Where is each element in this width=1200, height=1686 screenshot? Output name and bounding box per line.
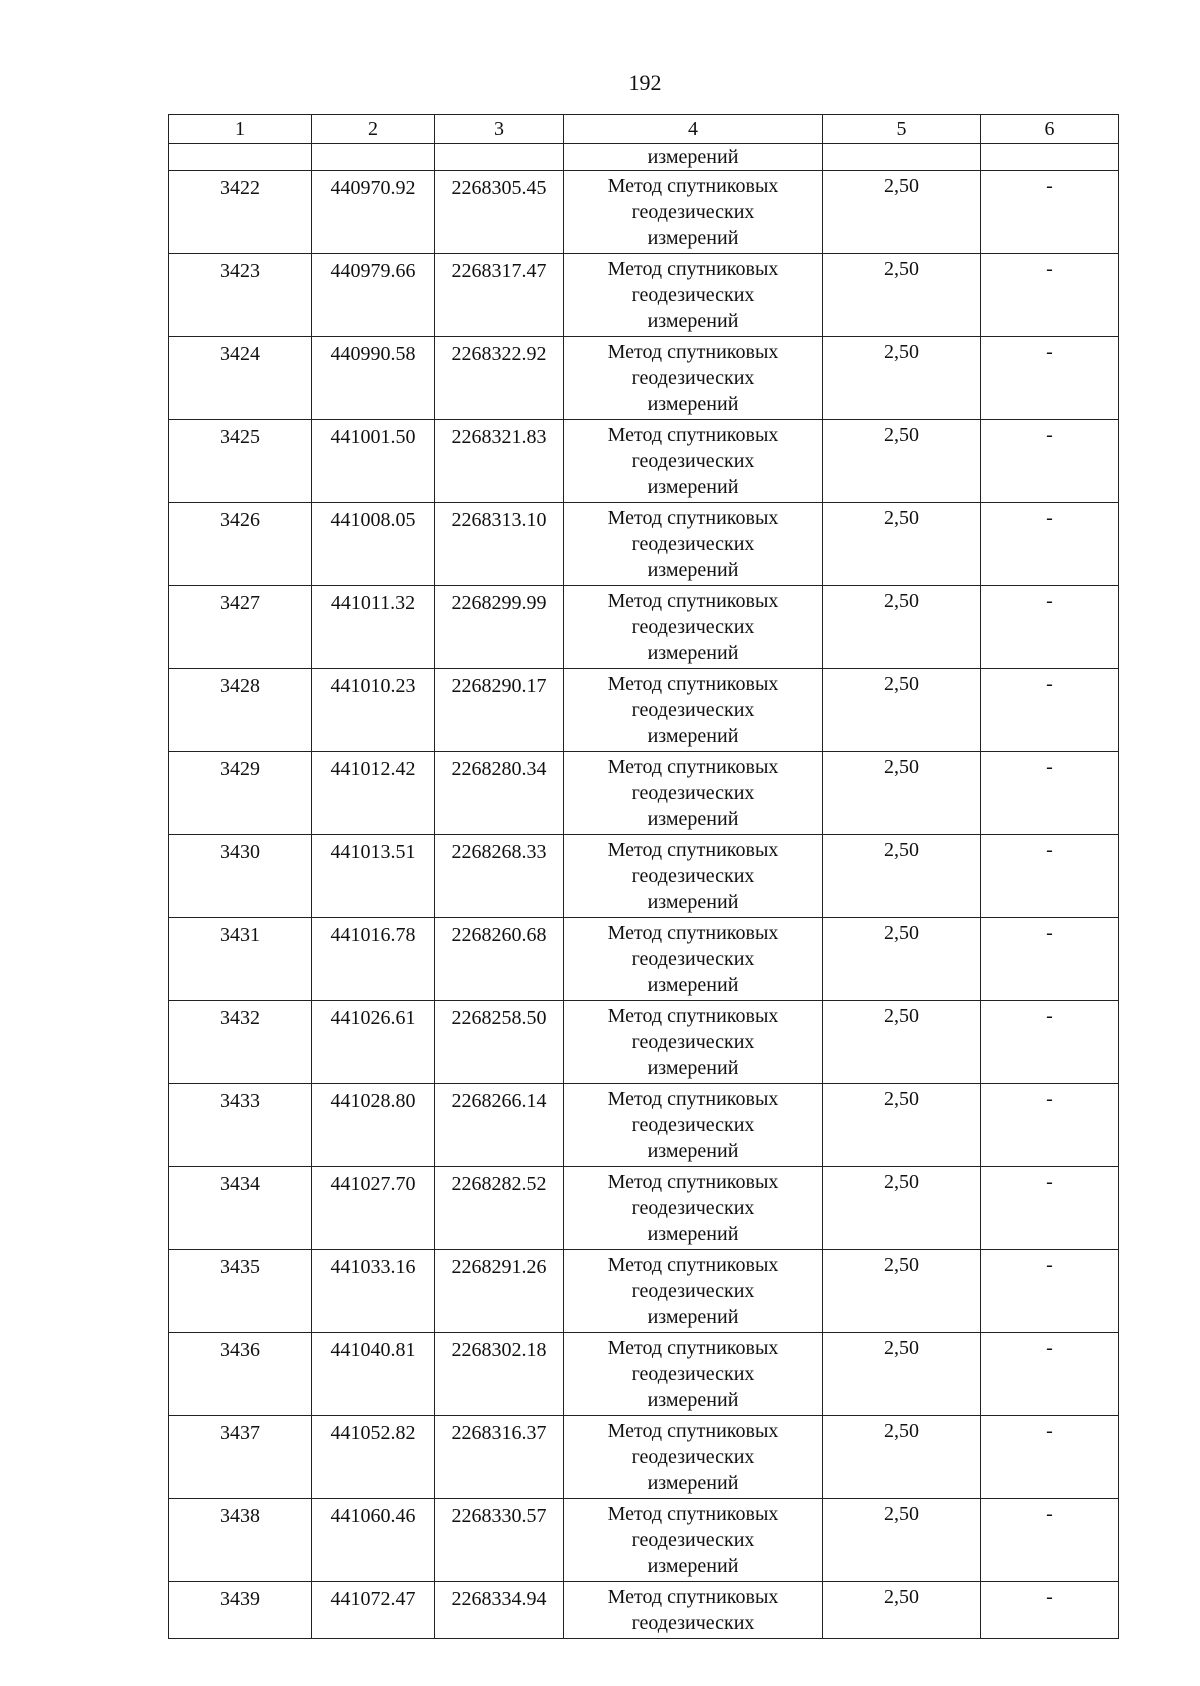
note-cell: - xyxy=(981,503,1119,586)
note-cell: - xyxy=(981,1250,1119,1333)
x-coordinate-cell: 441010.23 xyxy=(312,669,435,752)
x-coordinate-cell: 441072.47 xyxy=(312,1582,435,1639)
method-text-line: Метод спутниковых xyxy=(607,673,779,695)
accuracy-cell: 2,50 xyxy=(823,752,981,835)
x-coordinate-cell: 441026.61 xyxy=(312,1001,435,1084)
table-row xyxy=(169,420,1119,503)
continuation-row xyxy=(169,144,1119,171)
accuracy-cell: 2,50 xyxy=(823,669,981,752)
method-text-line: геодезических xyxy=(631,699,755,721)
table-row xyxy=(169,171,1119,254)
accuracy-cell: 2,50 xyxy=(823,171,981,254)
note-cell: - xyxy=(981,337,1119,420)
table-row xyxy=(169,1167,1119,1250)
x-coordinate-cell: 441011.32 xyxy=(312,586,435,669)
method-text-line: геодезических xyxy=(631,450,755,472)
method-text-line: измерений xyxy=(647,1472,739,1494)
method-text-line: Метод спутниковых xyxy=(607,1337,779,1359)
method-text-line: Метод спутниковых xyxy=(607,590,779,612)
point-number-cell: 3439 xyxy=(169,1582,312,1639)
method-text-line: Метод спутниковых xyxy=(607,1005,779,1027)
method-text-line: измерений xyxy=(647,891,739,913)
method-text-line: Метод спутниковых xyxy=(607,175,779,197)
method-text-line: Метод спутниковых xyxy=(607,1088,779,1110)
method-text-line: геодезических xyxy=(631,1446,755,1468)
continuation-cell xyxy=(312,144,435,171)
method-text-line: геодезических xyxy=(631,1529,755,1551)
point-number-cell: 3437 xyxy=(169,1416,312,1499)
table-row xyxy=(169,337,1119,420)
table-row xyxy=(169,1084,1119,1167)
accuracy-cell: 2,50 xyxy=(823,1001,981,1084)
note-cell: - xyxy=(981,420,1119,503)
method-text-line: Метод спутниковых xyxy=(607,507,779,529)
table-row xyxy=(169,669,1119,752)
x-coordinate-cell: 441001.50 xyxy=(312,420,435,503)
method-cell xyxy=(564,835,823,918)
accuracy-cell: 2,50 xyxy=(823,1333,981,1416)
table-row xyxy=(169,586,1119,669)
method-text-line: измерений xyxy=(647,559,739,581)
x-coordinate-cell: 440990.58 xyxy=(312,337,435,420)
column-header: 3 xyxy=(435,115,564,144)
accuracy-cell: 2,50 xyxy=(823,503,981,586)
coordinates-table xyxy=(168,114,1119,1639)
method-text-line: геодезических xyxy=(631,865,755,887)
y-coordinate-cell: 2268266.14 xyxy=(435,1084,564,1167)
method-text-line: геодезических xyxy=(631,533,755,555)
note-cell: - xyxy=(981,669,1119,752)
accuracy-cell: 2,50 xyxy=(823,1084,981,1167)
point-number-cell: 3434 xyxy=(169,1167,312,1250)
column-number-row xyxy=(169,115,1119,144)
x-coordinate-cell: 441013.51 xyxy=(312,835,435,918)
note-cell: - xyxy=(981,1582,1119,1639)
column-header: 2 xyxy=(312,115,435,144)
method-text-line: геодезических xyxy=(631,782,755,804)
method-cell xyxy=(564,586,823,669)
y-coordinate-cell: 2268321.83 xyxy=(435,420,564,503)
table-row xyxy=(169,503,1119,586)
method-text-line: измерений xyxy=(647,1389,739,1411)
point-number-cell: 3428 xyxy=(169,669,312,752)
point-number-cell: 3436 xyxy=(169,1333,312,1416)
method-text-line: измерений xyxy=(647,1140,739,1162)
y-coordinate-cell: 2268302.18 xyxy=(435,1333,564,1416)
point-number-cell: 3433 xyxy=(169,1084,312,1167)
note-cell: - xyxy=(981,1084,1119,1167)
note-cell: - xyxy=(981,1416,1119,1499)
table-row xyxy=(169,1250,1119,1333)
table-row xyxy=(169,1001,1119,1084)
column-header: 5 xyxy=(823,115,981,144)
method-text-line: Метод спутниковых xyxy=(607,1586,779,1608)
note-cell: - xyxy=(981,1167,1119,1250)
y-coordinate-cell: 2268299.99 xyxy=(435,586,564,669)
x-coordinate-cell: 441040.81 xyxy=(312,1333,435,1416)
method-cell xyxy=(564,1084,823,1167)
y-coordinate-cell: 2268316.37 xyxy=(435,1416,564,1499)
method-text-line: геодезических xyxy=(631,948,755,970)
method-text-line: измерений xyxy=(647,476,739,498)
method-cell xyxy=(564,752,823,835)
method-cell xyxy=(564,1333,823,1416)
point-number-cell: 3426 xyxy=(169,503,312,586)
accuracy-cell: 2,50 xyxy=(823,918,981,1001)
point-number-cell: 3424 xyxy=(169,337,312,420)
continuation-cell xyxy=(981,144,1119,171)
accuracy-cell: 2,50 xyxy=(823,337,981,420)
method-cell xyxy=(564,669,823,752)
x-coordinate-cell: 441033.16 xyxy=(312,1250,435,1333)
accuracy-cell: 2,50 xyxy=(823,835,981,918)
y-coordinate-cell: 2268317.47 xyxy=(435,254,564,337)
method-text-line: Метод спутниковых xyxy=(607,424,779,446)
method-cell xyxy=(564,1499,823,1582)
note-cell: - xyxy=(981,1001,1119,1084)
method-text-line: измерений xyxy=(647,227,739,249)
method-cell xyxy=(564,1250,823,1333)
method-text-line: измерений xyxy=(647,310,739,332)
x-coordinate-cell: 441028.80 xyxy=(312,1084,435,1167)
note-cell: - xyxy=(981,1333,1119,1416)
method-text-line: геодезических xyxy=(631,1031,755,1053)
table-row xyxy=(169,835,1119,918)
method-text-line: измерений xyxy=(647,1223,739,1245)
x-coordinate-cell: 441060.46 xyxy=(312,1499,435,1582)
point-number-cell: 3435 xyxy=(169,1250,312,1333)
column-header: 1 xyxy=(169,115,312,144)
note-cell: - xyxy=(981,171,1119,254)
method-text-line: Метод спутниковых xyxy=(607,341,779,363)
method-cell xyxy=(564,1416,823,1499)
y-coordinate-cell: 2268290.17 xyxy=(435,669,564,752)
continuation-method-cell: измерений xyxy=(564,144,823,171)
note-cell: - xyxy=(981,835,1119,918)
y-coordinate-cell: 2268305.45 xyxy=(435,171,564,254)
table-row xyxy=(169,1582,1119,1639)
method-text-line: геодезических xyxy=(631,616,755,638)
x-coordinate-cell: 441012.42 xyxy=(312,752,435,835)
continuation-cell xyxy=(823,144,981,171)
method-text-line: геодезических xyxy=(631,1114,755,1136)
accuracy-cell: 2,50 xyxy=(823,1250,981,1333)
accuracy-cell: 2,50 xyxy=(823,1416,981,1499)
method-text-line: Метод спутниковых xyxy=(607,756,779,778)
note-cell: - xyxy=(981,752,1119,835)
y-coordinate-cell: 2268268.33 xyxy=(435,835,564,918)
y-coordinate-cell: 2268258.50 xyxy=(435,1001,564,1084)
note-cell: - xyxy=(981,254,1119,337)
x-coordinate-cell: 441008.05 xyxy=(312,503,435,586)
column-header: 4 xyxy=(564,115,823,144)
method-cell xyxy=(564,1001,823,1084)
method-text-line: измерений xyxy=(647,1555,739,1577)
continuation-cell xyxy=(169,144,312,171)
method-text-line: геодезических xyxy=(631,367,755,389)
table-row xyxy=(169,254,1119,337)
method-cell xyxy=(564,171,823,254)
x-coordinate-cell: 440979.66 xyxy=(312,254,435,337)
accuracy-cell: 2,50 xyxy=(823,1582,981,1639)
method-text-line: измерений xyxy=(647,974,739,996)
table-row xyxy=(169,1416,1119,1499)
method-text-line: измерений xyxy=(647,393,739,415)
y-coordinate-cell: 2268291.26 xyxy=(435,1250,564,1333)
y-coordinate-cell: 2268280.34 xyxy=(435,752,564,835)
table-row xyxy=(169,752,1119,835)
method-text-line: Метод спутниковых xyxy=(607,922,779,944)
method-text-line: измерений xyxy=(647,1057,739,1079)
method-text-line: геодезических xyxy=(631,1280,755,1302)
method-text-line: Метод спутниковых xyxy=(607,1503,779,1525)
method-text-line: геодезических xyxy=(631,1612,755,1634)
point-number-cell: 3429 xyxy=(169,752,312,835)
method-text-line: геодезических xyxy=(631,284,755,306)
method-cell xyxy=(564,337,823,420)
method-cell xyxy=(564,254,823,337)
continuation-cell xyxy=(435,144,564,171)
method-text-line: Метод спутниковых xyxy=(607,1420,779,1442)
note-cell: - xyxy=(981,1499,1119,1582)
x-coordinate-cell: 440970.92 xyxy=(312,171,435,254)
method-text-line: измерений xyxy=(647,642,739,664)
method-text-line: геодезических xyxy=(631,1197,755,1219)
accuracy-cell: 2,50 xyxy=(823,1167,981,1250)
point-number-cell: 3430 xyxy=(169,835,312,918)
method-text-line: Метод спутниковых xyxy=(607,839,779,861)
point-number-cell: 3438 xyxy=(169,1499,312,1582)
y-coordinate-cell: 2268322.92 xyxy=(435,337,564,420)
y-coordinate-cell: 2268260.68 xyxy=(435,918,564,1001)
page-number: 192 xyxy=(628,70,662,95)
method-text-line: Метод спутниковых xyxy=(607,258,779,280)
point-number-cell: 3425 xyxy=(169,420,312,503)
point-number-cell: 3423 xyxy=(169,254,312,337)
y-coordinate-cell: 2268282.52 xyxy=(435,1167,564,1250)
method-cell xyxy=(564,918,823,1001)
note-cell: - xyxy=(981,918,1119,1001)
method-text-line: измерений xyxy=(647,808,739,830)
table-row xyxy=(169,1499,1119,1582)
table-row xyxy=(169,918,1119,1001)
point-number-cell: 3432 xyxy=(169,1001,312,1084)
method-text-line: измерений xyxy=(647,1306,739,1328)
method-cell xyxy=(564,503,823,586)
accuracy-cell: 2,50 xyxy=(823,586,981,669)
accuracy-cell: 2,50 xyxy=(823,1499,981,1582)
method-cell xyxy=(564,1582,823,1639)
y-coordinate-cell: 2268313.10 xyxy=(435,503,564,586)
column-header: 6 xyxy=(981,115,1119,144)
method-text-line: Метод спутниковых xyxy=(607,1171,779,1193)
table-row xyxy=(169,1333,1119,1416)
point-number-cell: 3422 xyxy=(169,171,312,254)
note-cell: - xyxy=(981,586,1119,669)
method-text-line: геодезических xyxy=(631,201,755,223)
method-text-line: Метод спутниковых xyxy=(607,1254,779,1276)
method-cell xyxy=(564,420,823,503)
y-coordinate-cell: 2268330.57 xyxy=(435,1499,564,1582)
point-number-cell: 3427 xyxy=(169,586,312,669)
point-number-cell: 3431 xyxy=(169,918,312,1001)
x-coordinate-cell: 441027.70 xyxy=(312,1167,435,1250)
method-text-line: геодезических xyxy=(631,1363,755,1385)
method-text-line: измерений xyxy=(647,725,739,747)
accuracy-cell: 2,50 xyxy=(823,254,981,337)
x-coordinate-cell: 441052.82 xyxy=(312,1416,435,1499)
accuracy-cell: 2,50 xyxy=(823,420,981,503)
y-coordinate-cell: 2268334.94 xyxy=(435,1582,564,1639)
table-body xyxy=(169,115,1119,1639)
method-cell xyxy=(564,1167,823,1250)
x-coordinate-cell: 441016.78 xyxy=(312,918,435,1001)
